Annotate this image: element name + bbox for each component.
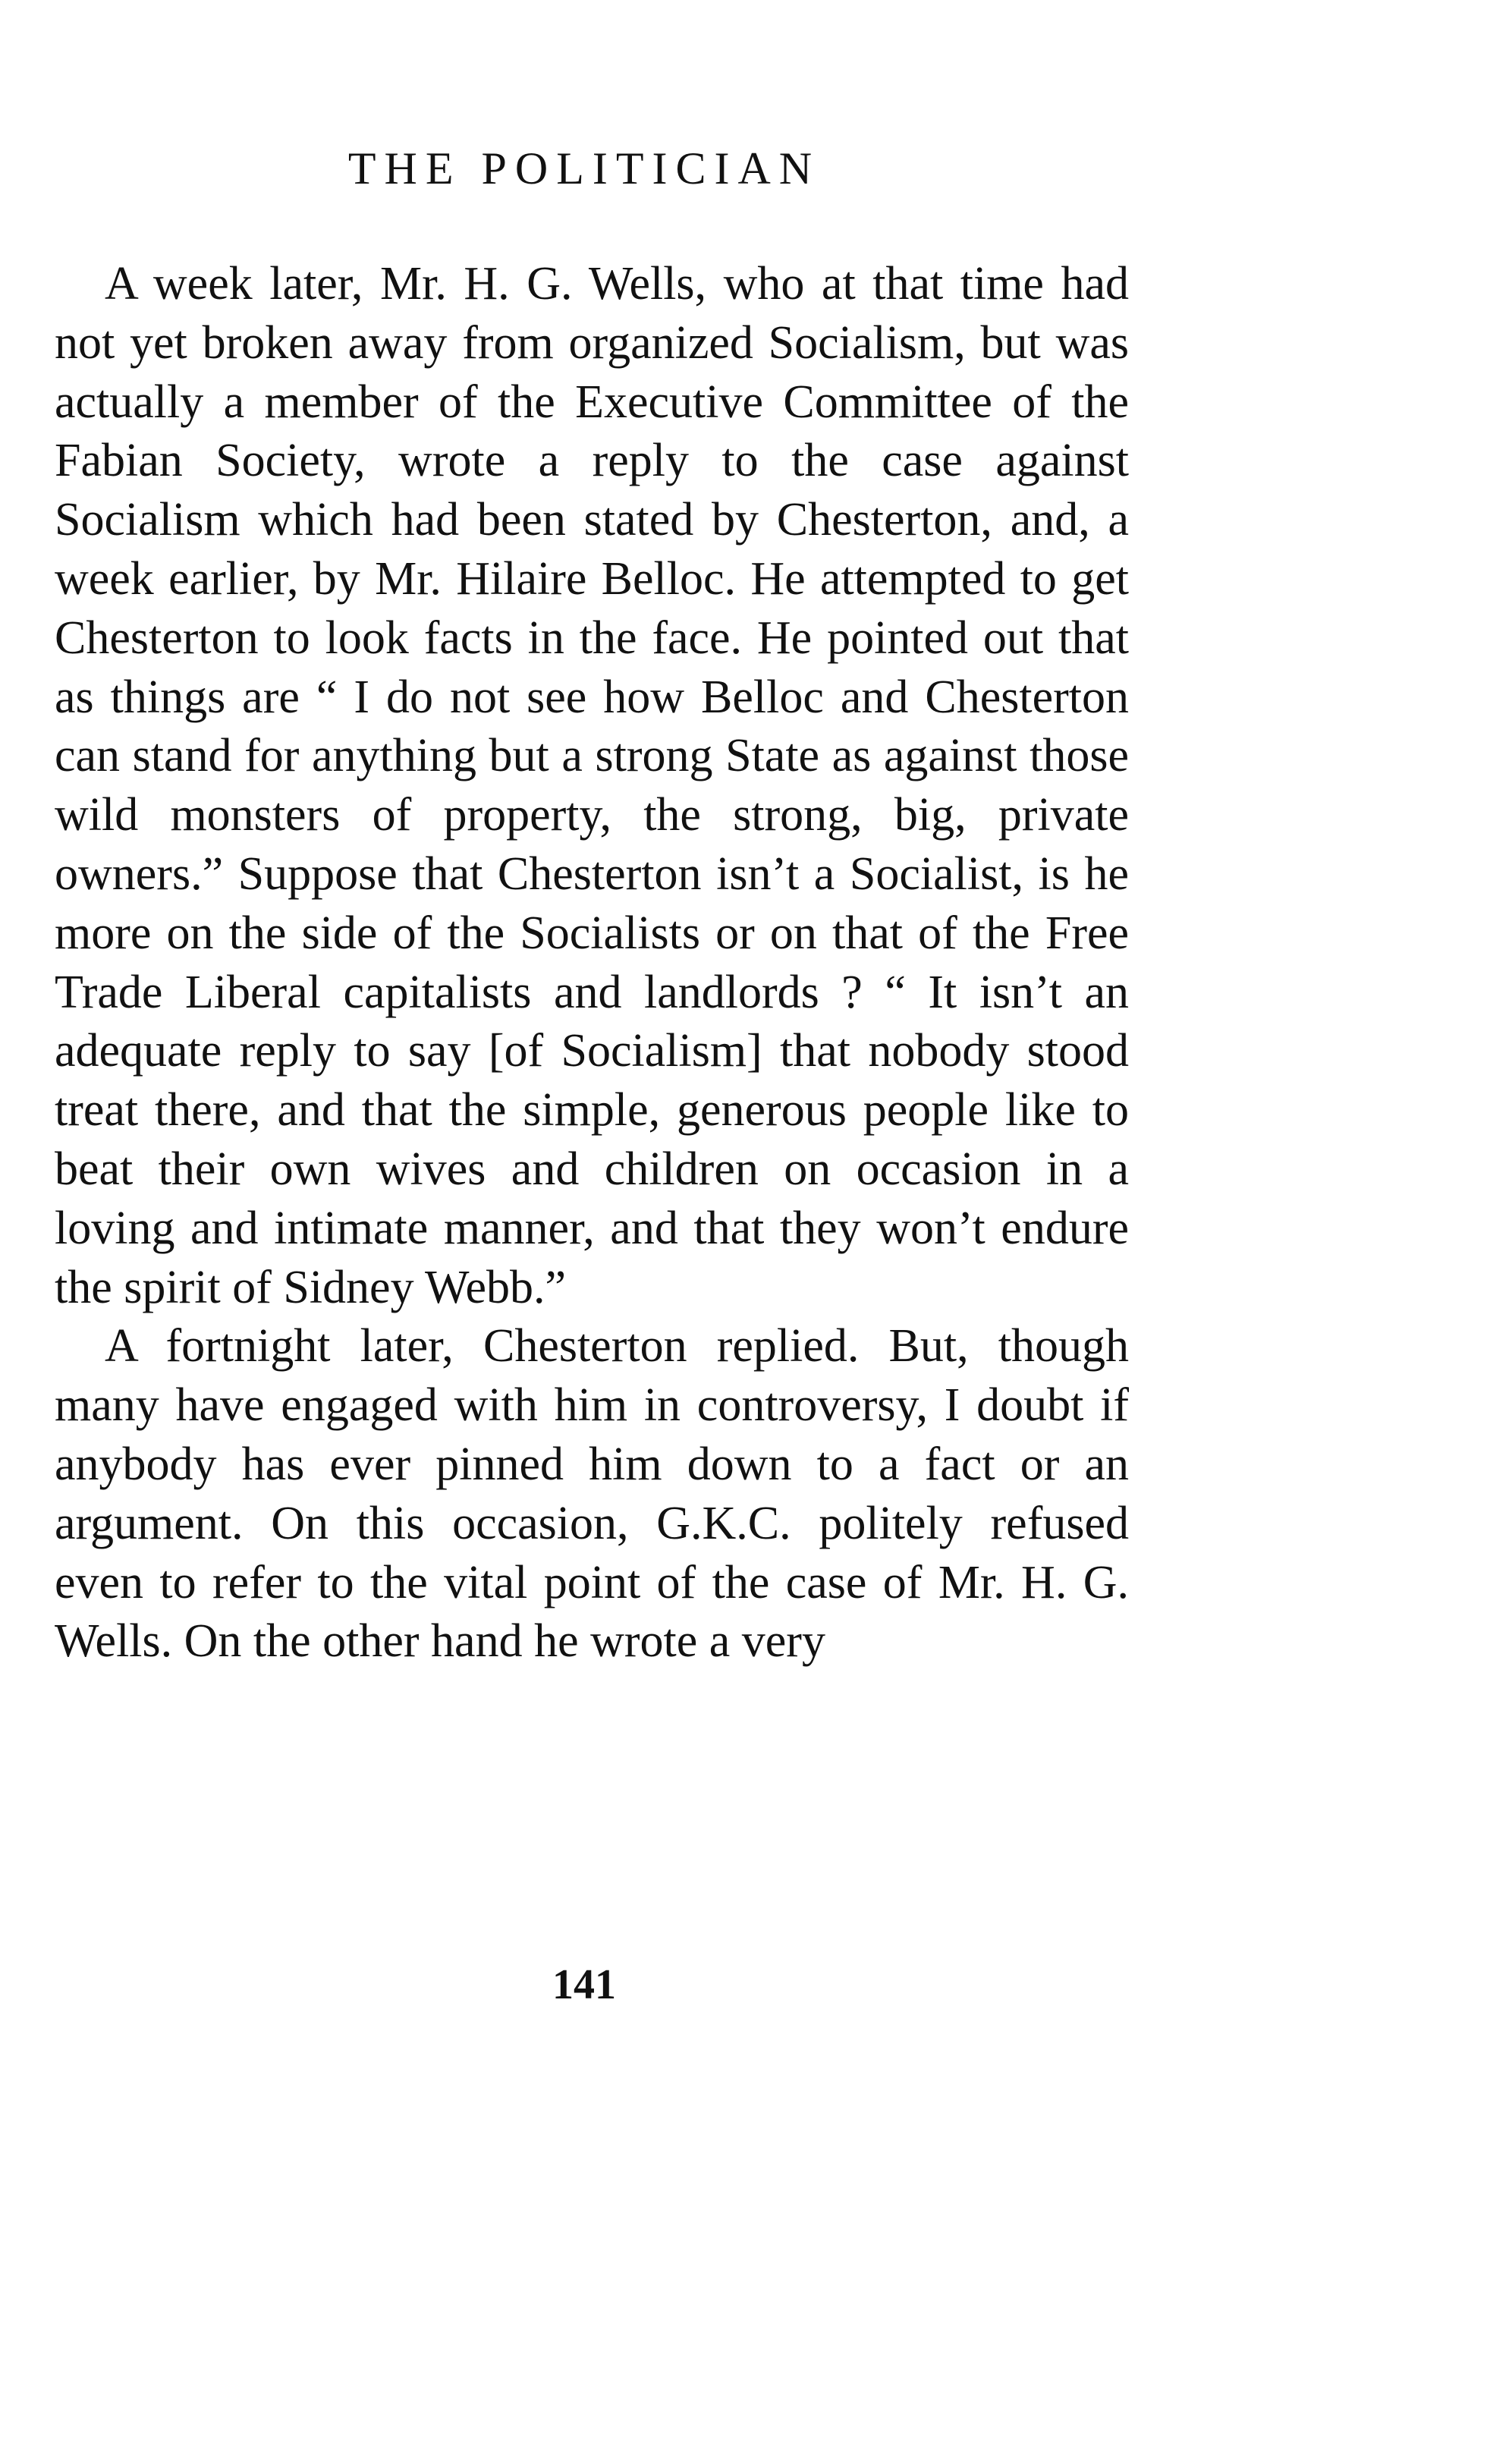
page-number: 141 (552, 1961, 616, 2008)
paragraph-chesterton-reply: A fortnight later, Chesterton replied. But, though many have engaged with him in controversy, I doubt if anybody has ever pinned him down to a fact or an argument. On this occasion, G.K.C. politely refused even to refer to the vital point of the case of Mr. H. G. Wells. On the other hand he wrote a very (55, 1320, 1129, 1668)
paragraph-wells-reply: A week later, Mr. H. G. Wells, who at that time had not yet broken away from organized Socialism, but was actually a member of the Executive Committee of the Fabian Society, wrote a reply to the case against Socialism which had been stated by Chesterton, and, a week earlier, by Mr. Hilaire Belloc. He attempted to get Chesterton to look facts in the face. He pointed out that as things are “ I do not see how Belloc and Chesterton can stand for anything but a strong State as against those wild monsters of property, the strong, big, private owners.” Suppose that Chesterton isn’t a Socialist, is he more on the side of the Socialists or on that of the Free Trade Liberal capitalists and landlords ? “ It isn’t an adequate reply to say [of Socialism] that nobody stood treat there, and that the simple, generous people like to beat their own wives and children on occasion in a loving and intimate manner, and that they won’t endure the spirit of Sidney Webb.” (55, 258, 1129, 1313)
running-head: THE POLITICIAN (347, 143, 821, 193)
body-text (55, 255, 1129, 1671)
